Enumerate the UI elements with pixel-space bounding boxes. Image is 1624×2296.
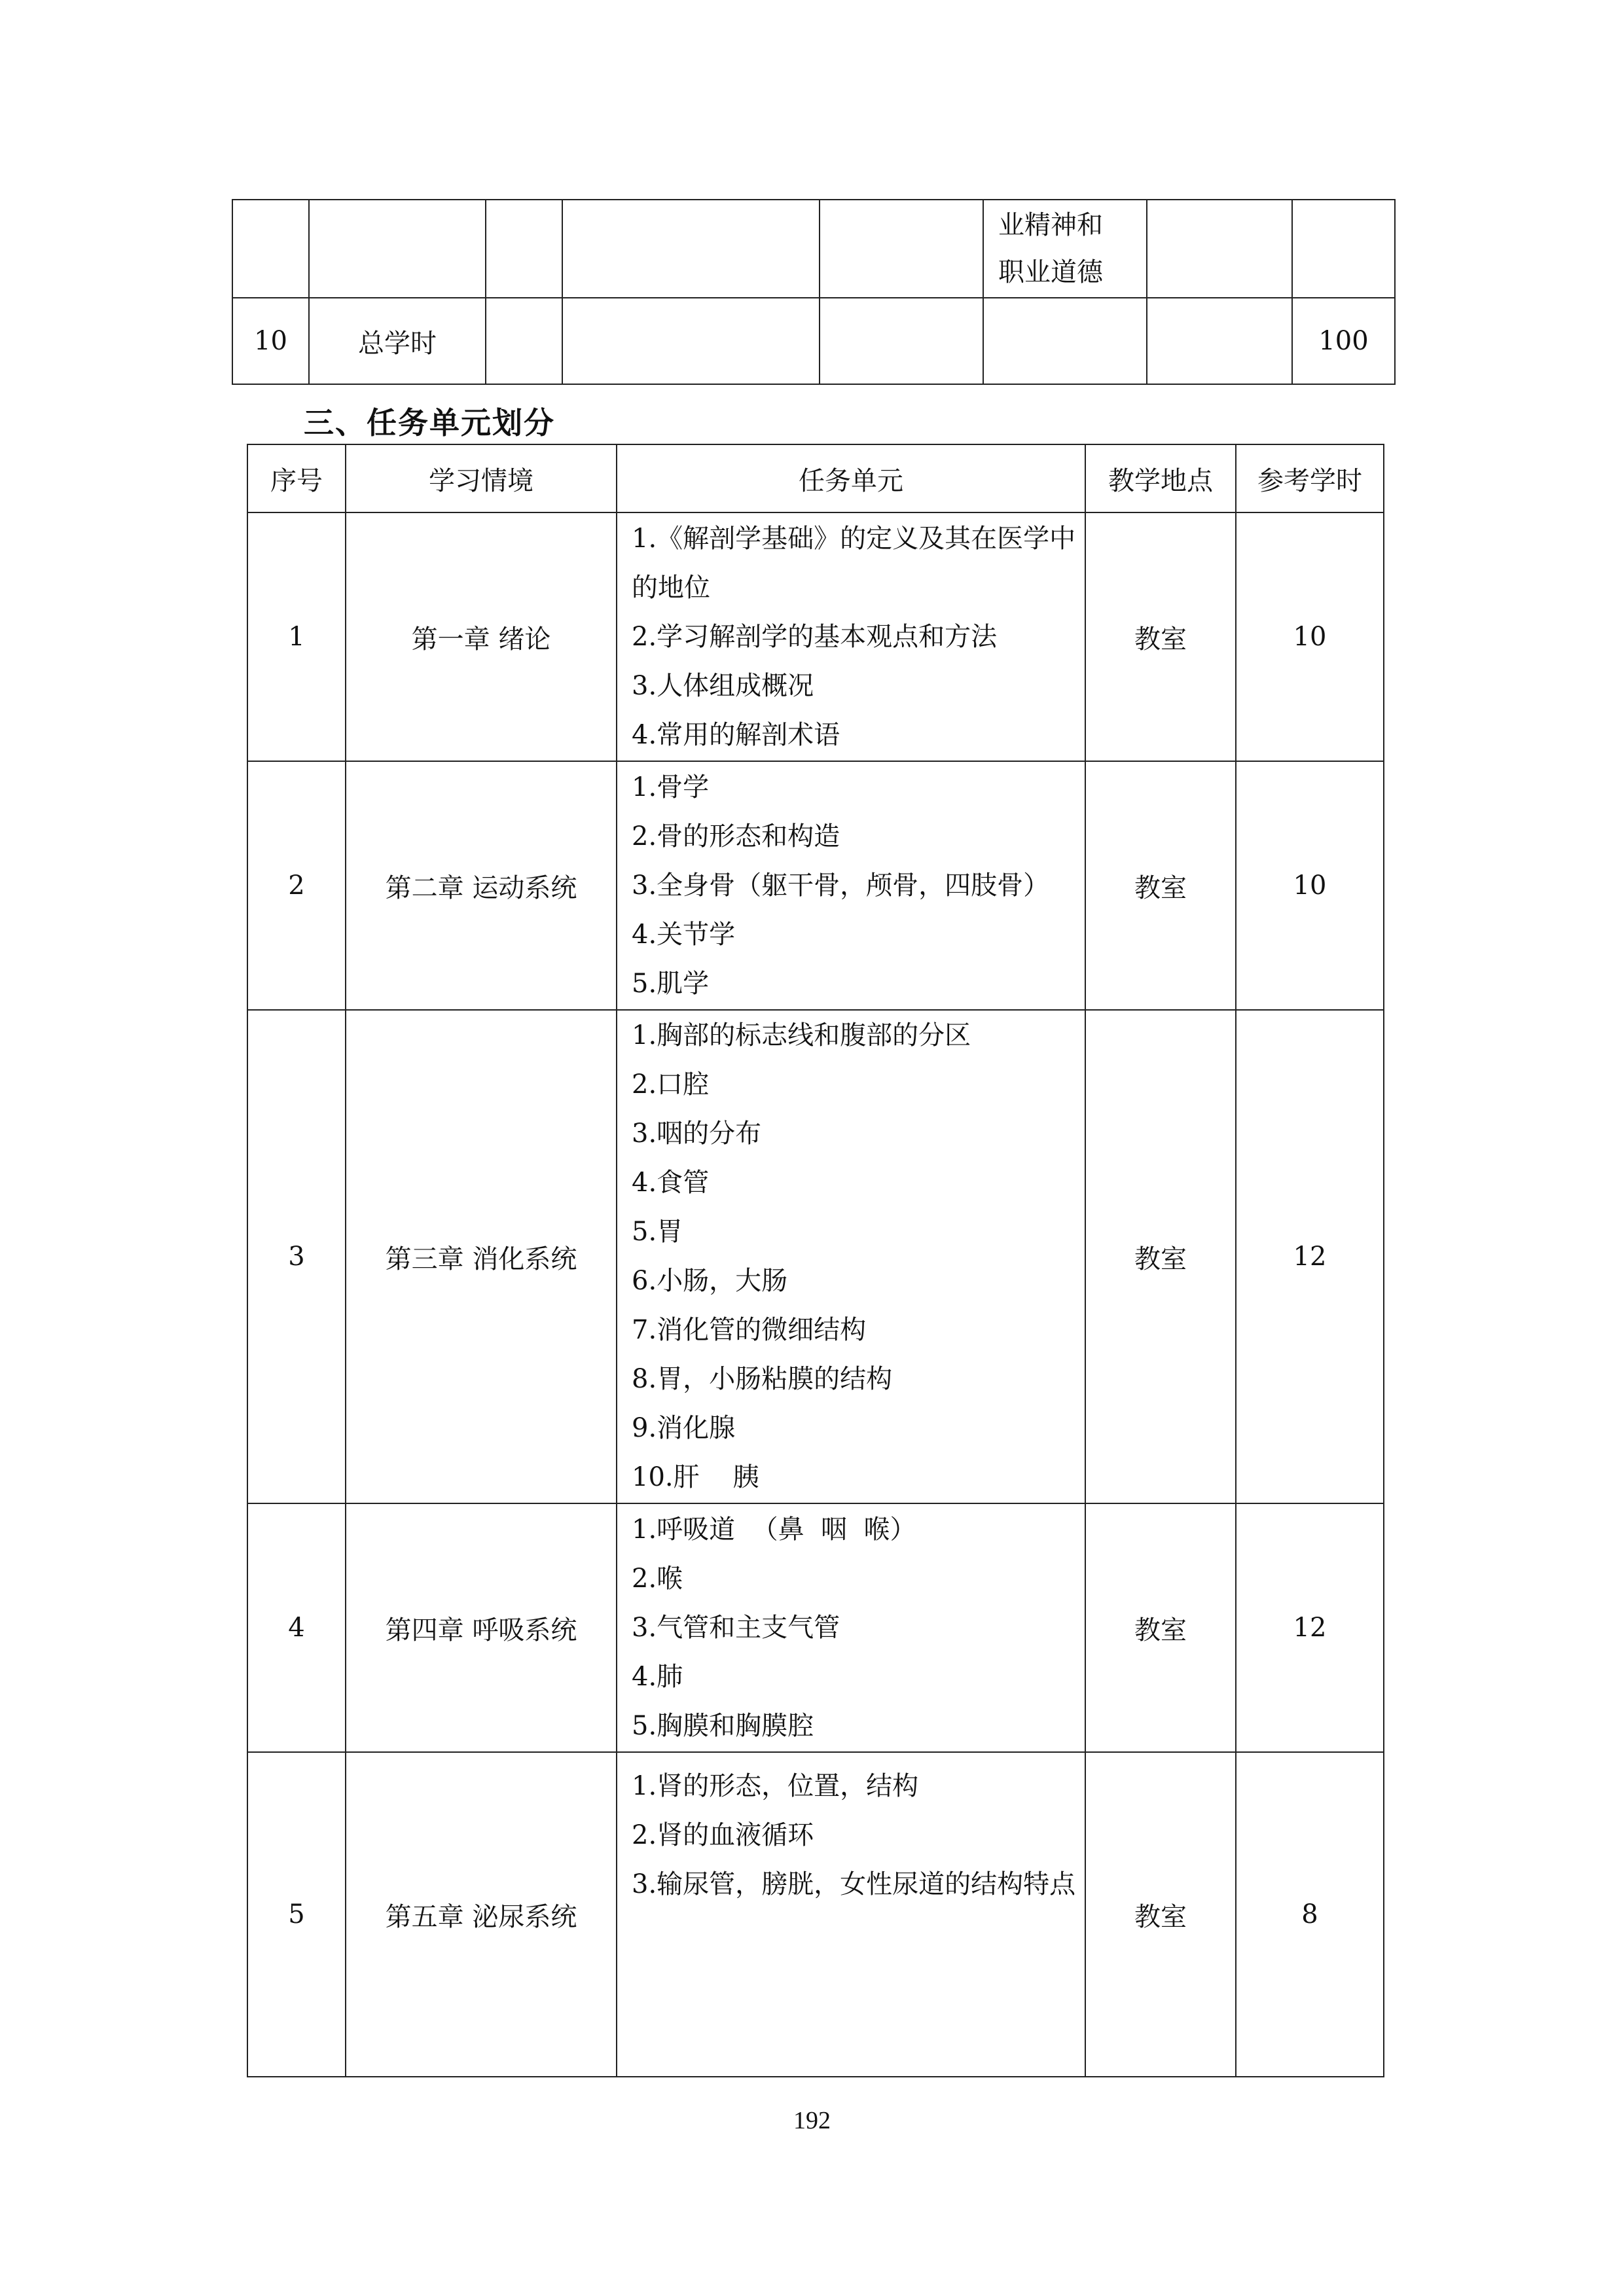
reference-hours: 12 xyxy=(1236,1503,1384,1752)
task-units xyxy=(617,512,1085,761)
total-hours-label: 总学时 xyxy=(309,298,486,384)
task-unit-item: 5.胃 xyxy=(632,1217,683,1247)
task-unit-item: 5.胸膜和胸膜腔 xyxy=(632,1710,814,1741)
teaching-place: 教室 xyxy=(1085,1752,1236,2077)
section-heading: 三、任务单元划分 xyxy=(304,405,555,440)
reference-hours: 10 xyxy=(1236,512,1384,761)
learning-situation: 第五章 泌尿系统 xyxy=(346,1752,617,2077)
task-unit-item: 4.关节学 xyxy=(632,919,736,950)
header-cell: 参考学时 xyxy=(1236,444,1384,512)
task-unit-item: 1.肾的形态，位置，结构 xyxy=(632,1771,919,1801)
task-unit-item: 2.喉 xyxy=(632,1563,683,1594)
reference-hours: 8 xyxy=(1236,1752,1384,2077)
task-units xyxy=(617,1503,1085,1752)
row-number: 4 xyxy=(247,1503,346,1752)
task-unit-item: 1.骨学 xyxy=(632,772,710,802)
table-row xyxy=(247,761,1384,1010)
task-unit-item: 4.常用的解剖术语 xyxy=(632,719,840,750)
task-units xyxy=(617,1752,1085,2077)
task-unit-item: 4.食管 xyxy=(632,1168,710,1198)
task-units xyxy=(617,761,1085,1010)
header-cell: 任务单元 xyxy=(617,444,1085,512)
task-unit-item: 1.呼吸道 （鼻 咽 喉） xyxy=(632,1514,916,1545)
continued-table xyxy=(232,199,1396,385)
learning-situation: 第四章 呼吸系统 xyxy=(346,1503,617,1752)
row-number: 3 xyxy=(247,1010,346,1503)
task-unit-item: 3.全身骨（躯干骨，颅骨，四肢骨） xyxy=(632,870,1050,901)
task-unit-item: 2.口腔 xyxy=(632,1069,710,1100)
table-row xyxy=(247,1752,1384,2077)
reference-hours: 10 xyxy=(1236,761,1384,1010)
table-row xyxy=(232,298,1395,384)
task-unit-item: 6.小肠，大肠 xyxy=(632,1266,788,1296)
task-unit-item: 7.消化管的微细结构 xyxy=(632,1315,867,1345)
row-number: 10 xyxy=(232,298,309,384)
table-row xyxy=(247,1010,1384,1503)
row-number: 2 xyxy=(247,761,346,1010)
task-unit-table xyxy=(247,444,1384,2077)
task-unit-item: 10.肝 胰 xyxy=(632,1462,759,1492)
task-unit-item: 2.肾的血液循环 xyxy=(632,1820,814,1850)
task-unit-item: 1.胸部的标志线和腹部的分区 xyxy=(632,1020,971,1050)
task-unit-item: 2.骨的形态和构造 xyxy=(632,821,840,852)
task-unit-item: 3.输尿管，膀胱，女性尿道的结构特点 xyxy=(632,1869,1076,1899)
total-hours-value: 100 xyxy=(1292,298,1395,384)
task-unit-item: 9.消化腺 xyxy=(632,1413,736,1443)
teaching-place: 教室 xyxy=(1085,1503,1236,1752)
teaching-place: 教室 xyxy=(1085,1010,1236,1503)
cell-line: 职业道德 xyxy=(998,257,1103,287)
cell-text xyxy=(983,200,1147,298)
task-unit-item: 4.肺 xyxy=(632,1661,683,1692)
task-unit-item: 8.胃，小肠粘膜的结构 xyxy=(632,1364,893,1394)
task-unit-item: 2.学习解剖学的基本观点和方法 xyxy=(632,621,998,652)
reference-hours: 12 xyxy=(1236,1010,1384,1503)
header-cell: 学习情境 xyxy=(346,444,617,512)
teaching-place: 教室 xyxy=(1085,761,1236,1010)
task-unit-item: 5.肌学 xyxy=(632,968,710,999)
teaching-place: 教室 xyxy=(1085,512,1236,761)
task-unit-item: 3.咽的分布 xyxy=(632,1119,762,1149)
task-unit-item: 3.气管和主支气管 xyxy=(632,1612,840,1643)
table-row xyxy=(232,200,1395,298)
table-row xyxy=(247,512,1384,761)
learning-situation: 第二章 运动系统 xyxy=(346,761,617,1010)
task-unit-item: 1.《解剖学基础》的定义及其在医学中的地位 xyxy=(632,523,1076,603)
header-cell: 序号 xyxy=(247,444,346,512)
task-unit-item: 3.人体组成概况 xyxy=(632,670,814,701)
table-row xyxy=(247,1503,1384,1752)
cell-line: 业精神和 xyxy=(998,210,1103,240)
learning-situation: 第一章 绪论 xyxy=(346,512,617,761)
table-header-row xyxy=(247,444,1384,512)
row-number: 5 xyxy=(247,1752,346,2077)
page-number: 192 xyxy=(793,2107,831,2134)
learning-situation: 第三章 消化系统 xyxy=(346,1010,617,1503)
row-number: 1 xyxy=(247,512,346,761)
task-units xyxy=(617,1010,1085,1503)
header-cell: 教学地点 xyxy=(1085,444,1236,512)
